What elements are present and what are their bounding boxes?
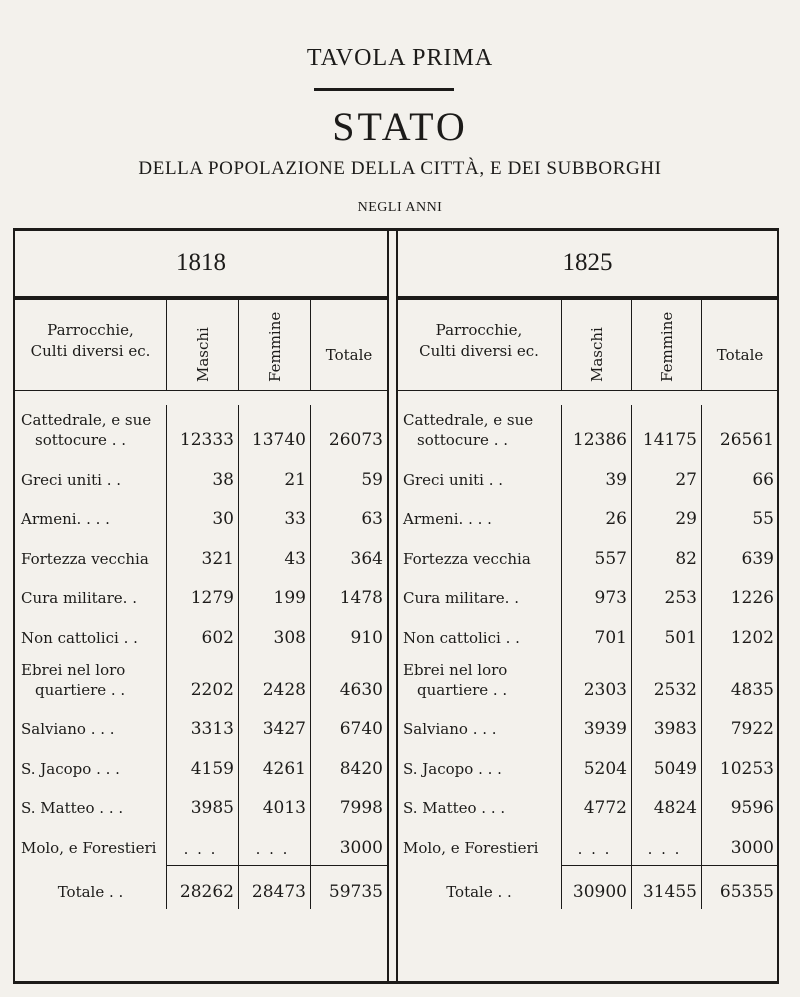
column-header-males: Maschi	[562, 300, 632, 390]
males-value: 39	[562, 457, 632, 497]
table-body	[15, 391, 387, 909]
table-row	[15, 786, 387, 826]
row-label-line2: quartiere . .	[417, 680, 508, 699]
total-value: 7998	[339, 798, 383, 818]
females-value: 82	[632, 536, 702, 576]
males-value: 38	[167, 457, 239, 497]
column-header-name	[15, 300, 167, 390]
panel-divider-left	[387, 228, 389, 984]
females-value: 13740	[239, 405, 311, 457]
females-value: 43	[239, 536, 311, 576]
grand-total: 59735	[311, 865, 387, 909]
column-header-males: Maschi	[167, 300, 239, 390]
table-row	[397, 825, 778, 865]
row-label	[15, 405, 167, 457]
total-value: 55	[752, 509, 774, 529]
males-value: 602	[167, 615, 239, 655]
total-value: 6740	[339, 719, 383, 739]
table-row	[397, 655, 778, 707]
table-row	[397, 457, 778, 497]
grand-total: 65355	[702, 865, 778, 909]
column-header-name-line1: Parrocchie,	[435, 321, 523, 339]
males-value: 3985	[167, 786, 239, 826]
females-value: 3983	[632, 707, 702, 747]
table-row	[15, 615, 387, 655]
total-value: 66	[752, 469, 774, 490]
row-label-line1: S. Jacopo . . .	[21, 759, 120, 778]
row-label	[397, 786, 562, 826]
total-value: 7922	[730, 719, 774, 739]
females-value: 4261	[239, 746, 311, 786]
year-header: 1818	[176, 249, 226, 276]
column-header-females: Femmine	[632, 300, 702, 390]
row-label-line1: Greci uniti . .	[403, 470, 504, 489]
females-value: 4824	[632, 786, 702, 826]
total-value: 4630	[339, 679, 383, 700]
title-rule	[314, 88, 454, 91]
row-label-line1: Non cattolici . .	[403, 628, 520, 647]
total-value: 1478	[339, 588, 383, 608]
row-label	[397, 457, 562, 497]
year-header: 1825	[562, 249, 613, 276]
males-value: 3939	[562, 707, 632, 747]
row-label	[15, 825, 167, 865]
females-value: 29	[632, 497, 702, 537]
table-row	[397, 615, 778, 655]
row-label	[15, 746, 167, 786]
total-value: 364	[350, 548, 383, 569]
males-value: . . .	[562, 825, 632, 865]
row-label-line1: Molo, e Forestieri	[21, 838, 157, 857]
row-label	[397, 746, 562, 786]
column-headers	[397, 300, 778, 390]
table-row	[15, 576, 387, 616]
total-value: 910	[350, 627, 383, 648]
females-value: 2532	[632, 655, 702, 707]
males-value: 12386	[562, 405, 632, 457]
total-value: 26561	[719, 430, 774, 450]
table-row	[15, 405, 387, 457]
males-value: 701	[562, 615, 632, 655]
row-label-line1: Cura militare. .	[21, 589, 137, 607]
column-header-total: Totale	[716, 346, 764, 364]
row-label-line1: Molo, e Forestieri	[403, 838, 539, 857]
table-body	[397, 391, 778, 909]
years-caption: NEGLI ANNI	[357, 200, 443, 215]
males-value: 2303	[562, 655, 632, 707]
table-row	[397, 707, 778, 747]
total-value: 1226	[730, 588, 774, 608]
totals-row	[15, 865, 387, 909]
table-row	[15, 707, 387, 747]
males-value: 5204	[562, 746, 632, 786]
total-value: 63	[361, 509, 383, 529]
total-value: 4835	[730, 679, 774, 700]
page-subtitle: DELLA POPOLAZIONE DELLA CITTÀ, E DEI SUBBORGHI	[138, 158, 662, 179]
table-1818	[15, 230, 387, 909]
table-row	[397, 576, 778, 616]
totals-row	[397, 865, 778, 909]
total-value: 3000	[339, 837, 383, 858]
row-label	[15, 457, 167, 497]
column-header-name-line1: Parrocchie,	[47, 321, 134, 339]
row-label-line1: Cattedrale, e sue	[21, 411, 152, 429]
females-value: 27	[632, 457, 702, 497]
females-value: 308	[239, 615, 311, 655]
row-label	[15, 497, 167, 537]
row-label-line2: quartiere . .	[35, 680, 126, 699]
totals-label: Totale . .	[397, 865, 562, 909]
column-header-name-line2: Culti diversi ec.	[30, 342, 151, 360]
females-value: 253	[632, 576, 702, 616]
row-label-line1: S. Jacopo . . .	[403, 759, 502, 778]
males-value: 4772	[562, 786, 632, 826]
column-header-name	[397, 300, 562, 390]
row-label-line1: Ebrei nel loro	[403, 660, 508, 679]
males-value: 30	[167, 497, 239, 537]
row-label	[397, 655, 562, 707]
males-value: 321	[167, 536, 239, 576]
row-label-line1: Salviano . . .	[21, 720, 115, 738]
row-label-line1: Cattedrale, e sue	[403, 411, 534, 429]
table-row	[397, 536, 778, 576]
males-value: 12333	[167, 405, 239, 457]
table-row	[397, 786, 778, 826]
table-row	[15, 655, 387, 707]
table-row	[397, 746, 778, 786]
males-value: 973	[562, 576, 632, 616]
column-header-females: Femmine	[239, 300, 311, 390]
column-headers	[15, 300, 387, 390]
females-value: . . .	[632, 825, 702, 865]
row-label-line1: S. Matteo . . .	[403, 799, 506, 817]
females-value: . . .	[239, 825, 311, 865]
column-header-total: Totale	[325, 346, 373, 364]
females-value: 14175	[632, 405, 702, 457]
row-label	[397, 405, 562, 457]
table-label: TAVOLA PRIMA	[306, 45, 494, 71]
row-label	[397, 707, 562, 747]
row-label-line1: Greci uniti . .	[21, 470, 122, 489]
total-value: 639	[741, 548, 774, 569]
table-row	[15, 825, 387, 865]
females-value: 2428	[239, 655, 311, 707]
females-value: 3427	[239, 707, 311, 747]
row-label-line1: Armeni. . . .	[403, 510, 492, 528]
males-total: 30900	[562, 865, 632, 909]
males-value: . . .	[167, 825, 239, 865]
males-total: 28262	[167, 865, 239, 909]
row-label-line1: Cura militare. .	[403, 589, 519, 607]
females-value: 33	[239, 497, 311, 537]
table-row	[15, 457, 387, 497]
row-label-line2: sottocure . .	[417, 431, 508, 449]
row-label-line1: Salviano . . .	[403, 720, 497, 738]
males-value: 4159	[167, 746, 239, 786]
total-value: 26073	[328, 430, 383, 450]
row-label-line2: sottocure . .	[35, 431, 126, 449]
row-label	[397, 536, 562, 576]
table-row	[397, 497, 778, 537]
table-row	[15, 536, 387, 576]
males-value: 1279	[167, 576, 239, 616]
column-header-name-line2: Culti diversi ec.	[419, 342, 539, 360]
row-label	[15, 655, 167, 707]
males-value: 557	[562, 536, 632, 576]
row-label-line1: Ebrei nel loro	[21, 660, 126, 679]
row-label-line1: Fortezza vecchia	[21, 549, 149, 568]
table-row	[397, 405, 778, 457]
total-value: 8420	[339, 758, 383, 779]
females-total: 28473	[239, 865, 311, 909]
row-label	[15, 615, 167, 655]
row-label	[397, 497, 562, 537]
females-value: 5049	[632, 746, 702, 786]
row-spacer	[397, 391, 778, 405]
total-value: 59	[361, 469, 383, 490]
row-label-line1: Fortezza vecchia	[403, 549, 531, 568]
table-row	[15, 746, 387, 786]
total-value: 1202	[730, 627, 774, 648]
total-value: 9596	[730, 798, 774, 818]
row-label	[397, 825, 562, 865]
totals-label: Totale . .	[15, 865, 167, 909]
row-spacer	[15, 391, 387, 405]
page-title: STATO	[332, 104, 468, 149]
females-value: 199	[239, 576, 311, 616]
males-value: 26	[562, 497, 632, 537]
row-label-line1: Armeni. . . .	[21, 510, 110, 528]
total-value: 3000	[730, 837, 774, 858]
females-total: 31455	[632, 865, 702, 909]
females-value: 4013	[239, 786, 311, 826]
males-value: 3313	[167, 707, 239, 747]
row-label-line1: Non cattolici . .	[21, 628, 138, 647]
table-1825	[397, 230, 778, 909]
table-row	[15, 497, 387, 537]
females-value: 21	[239, 457, 311, 497]
row-label-line1: S. Matteo . . .	[21, 799, 124, 817]
row-label	[15, 707, 167, 747]
row-label	[15, 576, 167, 616]
row-label	[15, 536, 167, 576]
females-value: 501	[632, 615, 702, 655]
row-label	[397, 615, 562, 655]
row-label	[15, 786, 167, 826]
males-value: 2202	[167, 655, 239, 707]
total-value: 10253	[719, 758, 774, 779]
row-label	[397, 576, 562, 616]
